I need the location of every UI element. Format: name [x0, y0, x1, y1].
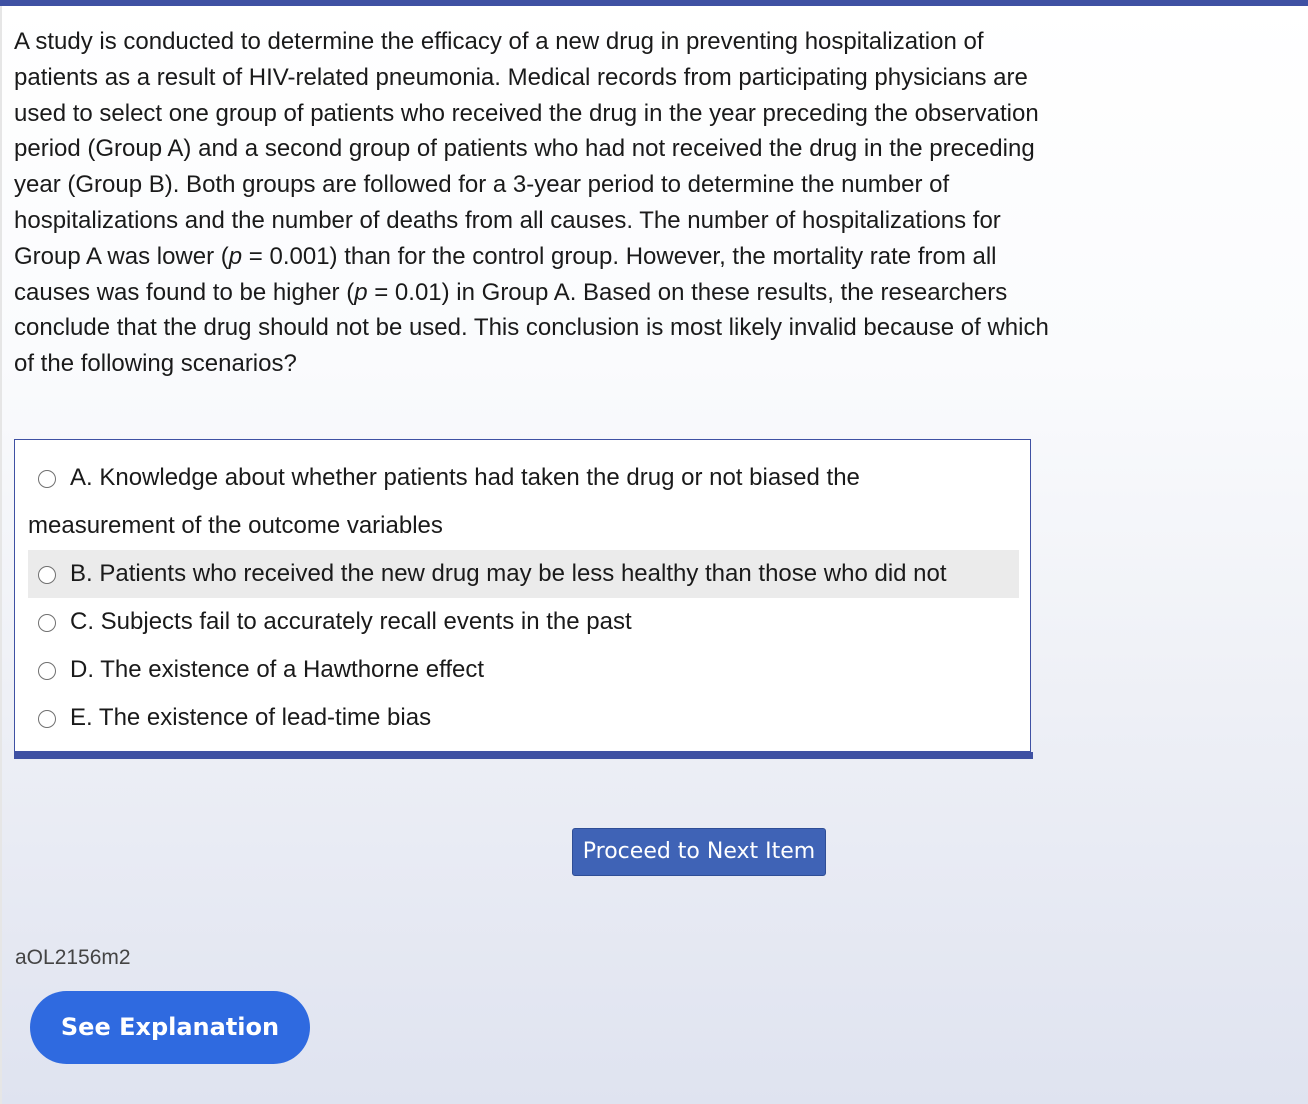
see-explanation-button[interactable]: See Explanation: [30, 991, 310, 1064]
answer-choices-panel: [14, 439, 1031, 752]
answer-panel-bottom-border: [14, 752, 1033, 759]
stem-text-part1: A study is conducted to determine the efficacy of a new drug in preventing hospitalization of patients as a result of HIV-related pneumonia. Medical records from participating physicians are used to select one group of patients who received the drug in the year preceding the observation period (Group A) and a second group of patients who had not received the drug in the preceding year (Group B). Both groups are followed for a 3-year period to determine the number of hospitalizations and the number of deaths from all causes. The number of hospitalizations for Group A was lower (: [14, 28, 1039, 270]
answer-option-d[interactable]: [28, 646, 1019, 694]
answer-option-a-label: A. Knowledge about whether patients had taken the drug or not biased the: [70, 464, 860, 491]
answer-option-c[interactable]: [28, 598, 1019, 646]
question-id: aOL2156m2: [15, 946, 131, 969]
answer-option-c-label: C. Subjects fail to accurately recall events in the past: [70, 608, 632, 635]
radio-button-icon[interactable]: [38, 566, 56, 584]
stem-text-part2: = 0.001) than for the control group. However, the mortality rate from all causes was found to be higher (: [14, 242, 997, 306]
answer-option-b-label: B. Patients who received the new drug may be less healthy than those who did not: [70, 560, 947, 587]
p-value-symbol: p: [228, 242, 243, 270]
radio-button-icon[interactable]: [38, 614, 56, 632]
answer-option-e-label: E. The existence of lead-time bias: [70, 704, 432, 731]
top-accent-bar: [0, 0, 1308, 6]
radio-button-icon[interactable]: [38, 662, 56, 680]
radio-button-icon[interactable]: [38, 710, 56, 728]
stem-text-part3: = 0.01) in Group A. Based on these results, the researchers conclude that the drug should not be used. This conclusion is most likely invalid because of which of the following scenarios?: [14, 278, 1049, 378]
left-edge-divider: [0, 6, 2, 1104]
radio-button-icon[interactable]: [38, 470, 56, 488]
answer-option-b[interactable]: [28, 550, 1019, 598]
p-value-symbol: p: [354, 278, 368, 306]
proceed-next-item-button[interactable]: Proceed to Next Item: [572, 828, 826, 876]
answer-option-e[interactable]: [28, 694, 1019, 742]
answer-option-a[interactable]: [28, 454, 1019, 550]
question-stem: [14, 24, 1074, 382]
answer-option-a-label-continued: measurement of the outcome variables: [28, 512, 443, 539]
answer-option-d-label: D. The existence of a Hawthorne effect: [70, 656, 485, 683]
